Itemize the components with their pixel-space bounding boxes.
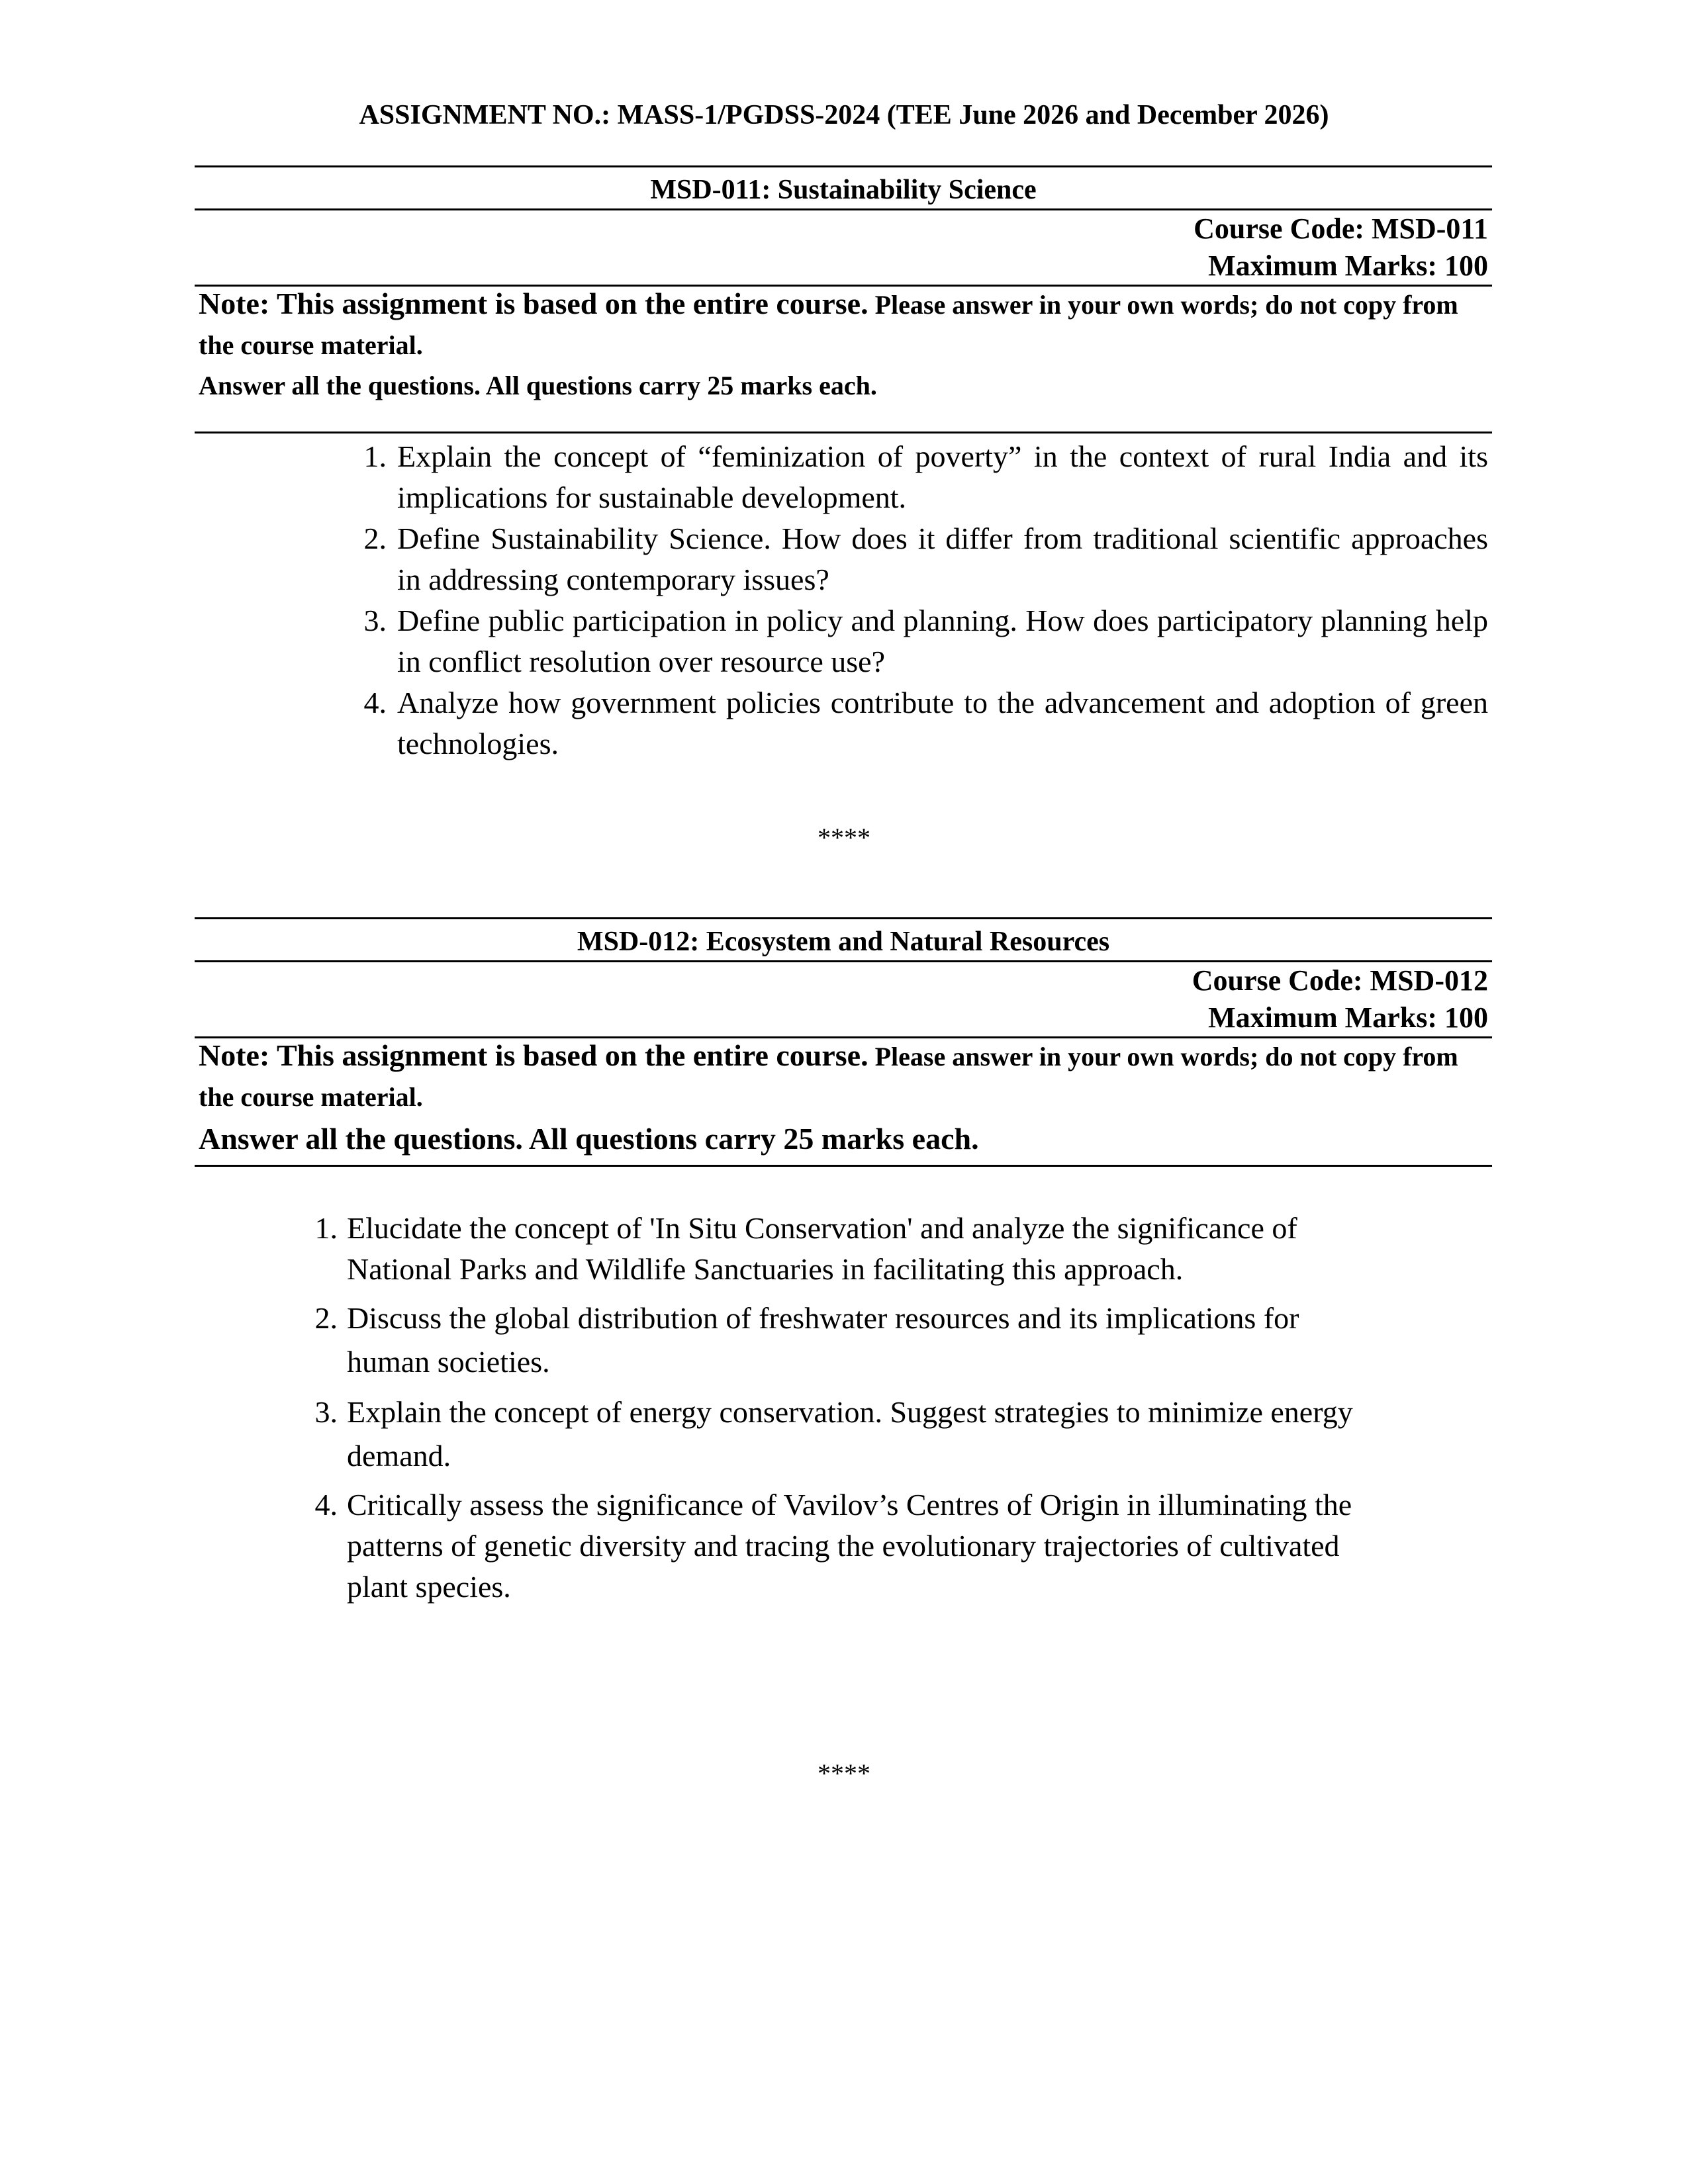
course-section-msd-011 <box>195 165 1492 764</box>
question-number: 2. <box>314 1301 338 1335</box>
end-marker: **** <box>818 1758 870 1788</box>
assignment-note <box>195 1038 1492 1120</box>
question-item <box>195 1484 1373 1608</box>
note-instructions-text: Answer all the questions. All questions carry 25 marks each. <box>199 371 877 400</box>
question-number: 4. <box>314 1488 338 1522</box>
note-instructions <box>195 1120 1492 1165</box>
end-marker: **** <box>818 823 870 852</box>
course-code: Course Code: MSD-011 <box>1194 212 1488 245</box>
question-list <box>195 1208 1492 1608</box>
note-rest: Please answer in your own words; do not copy from the course material. <box>199 290 1458 360</box>
assignment-title: ASSIGNMENT NO.: MASS-1/PGDSS-2024 (TEE June 2026 and December 2026) <box>359 100 1329 130</box>
question-number: 1. <box>314 1211 338 1245</box>
question-text: Analyze how government policies contribute to the advancement and adoption of green technologies. <box>397 686 1488 760</box>
note-rest: Please answer in your own words; do not copy from the course material. <box>199 1042 1458 1112</box>
assignment-note <box>195 287 1492 369</box>
question-item <box>195 682 1492 764</box>
course-title: MSD-011: Sustainability Science <box>650 175 1037 205</box>
question-item <box>195 1297 1373 1384</box>
divider <box>195 432 1492 433</box>
question-number: 1. <box>363 439 387 473</box>
question-item <box>195 600 1492 682</box>
note-lead: Note: This assignment is based on the entire course. <box>199 287 868 320</box>
question-text: Discuss the global distribution of freshwater resources and its implications for human societies. <box>347 1301 1299 1379</box>
question-text: Define Sustainability Science. How does it differ from traditional scientific approaches in addressing contemporary issues? <box>397 522 1488 596</box>
question-text: Elucidate the concept of 'In Situ Conservation' and analyze the significance of National Parks and Wildlife Sanctuaries in facilitating this approach. <box>347 1211 1297 1286</box>
course-title: MSD-012: Ecosystem and Natural Resources <box>577 927 1110 957</box>
question-item <box>195 1208 1373 1290</box>
question-number: 3. <box>314 1395 338 1429</box>
course-code: Course Code: MSD-012 <box>1192 964 1488 997</box>
question-text: Explain the concept of “feminization of poverty” in the context of rural India and its implications for sustainable development. <box>397 439 1488 514</box>
question-number: 2. <box>363 522 387 555</box>
note-instructions-text: Answer all the questions. All questions carry 25 marks each. <box>199 1122 979 1156</box>
question-item <box>195 1390 1373 1478</box>
question-number: 4. <box>363 686 387 719</box>
question-text: Critically assess the significance of Vavilov’s Centres of Origin in illuminating the patterns of genetic diversity and tracing the evolutionary trajectories of cultivated plant species. <box>347 1488 1352 1604</box>
note-lead: Note: This assignment is based on the entire course. <box>199 1038 868 1072</box>
question-text: Explain the concept of energy conservation. Suggest strategies to minimize energy demand. <box>347 1395 1353 1473</box>
maximum-marks: Maximum Marks: 100 <box>1208 250 1488 282</box>
question-text: Define public participation in policy and planning. How does participatory planning help in conflict resolution over resource use? <box>397 604 1488 678</box>
question-number: 3. <box>363 604 387 637</box>
note-instructions <box>195 369 1492 409</box>
divider <box>195 1165 1492 1167</box>
question-item <box>195 518 1492 600</box>
question-list <box>195 436 1492 764</box>
question-item <box>195 436 1492 518</box>
course-section-msd-012 <box>195 917 1492 1608</box>
maximum-marks: Maximum Marks: 100 <box>1208 1001 1488 1034</box>
